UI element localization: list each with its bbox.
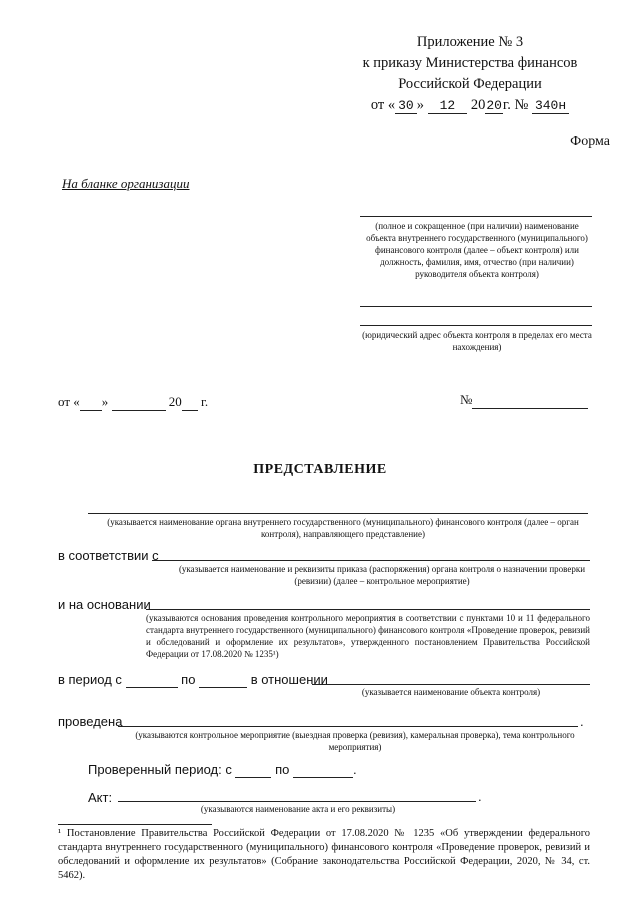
org-name-line: [88, 513, 588, 514]
act-label: Акт:: [88, 790, 113, 805]
period-to-label: по: [181, 672, 196, 687]
appendix-day: 30: [395, 98, 417, 114]
appendix-line-1: Приложение № 3: [416, 34, 524, 50]
appendix-year-prefix: 20: [470, 97, 486, 113]
appendix-number: 340н: [532, 98, 569, 114]
appendix-year-suffix: 20: [486, 98, 502, 113]
act-dot: .: [478, 789, 482, 804]
number-sign: №: [460, 392, 473, 407]
org-name-caption: (указывается наименование органа внутреннего государственного (муниципального) финансового контроля (далее – орган контроля), направляющего представление): [107, 517, 579, 539]
recipient-address-caption: (юридический адрес объекта контроля в пределах его места нахождения): [362, 330, 592, 352]
doc-date-close: »: [101, 394, 109, 409]
conducted-line: [118, 726, 578, 727]
recipient-name-line: [360, 216, 592, 217]
checked-from-field: [235, 762, 271, 778]
doc-date-line: [58, 394, 208, 411]
period-regarding-label: в отношении: [250, 672, 328, 687]
footnote-text: Постановление Правительства Российской Федерации от 17.08.2020 № 1235 «Об утверждении федерального стандарта внутреннего государственного (муниципального) финансового контроля «Проведение проверок, ревизий и обследований и оформление их результатов» (Собрание законодательства Российской Федерации, 2020, № 34, ст. 5462).: [58, 828, 590, 881]
doc-century: 20: [168, 394, 182, 409]
appendix-line-3: Российской Федерации: [398, 76, 542, 92]
appendix-month: 12: [428, 98, 468, 114]
object-name-line: [312, 684, 590, 685]
act-caption: (указываются наименование акта и его реквизиты): [200, 804, 396, 814]
conducted-caption: (указываются контрольное мероприятие (выездная проверка (ревизия), камеральная проверка), тема контрольного мероприятия): [135, 730, 575, 752]
checked-period-line: [88, 762, 357, 778]
appendix-line-2: к приказу Министерства финансов: [362, 55, 578, 71]
doc-year-suffix: г.: [201, 394, 209, 409]
form-label: Форма: [570, 134, 610, 149]
appendix-quote-close: »: [416, 97, 424, 113]
basis-label: и на основании: [58, 597, 151, 612]
checked-period-label: Проверенный период: с: [88, 762, 232, 777]
letterhead-note: На бланке организации: [62, 176, 190, 191]
object-name-caption: (указывается наименование объекта контроля): [361, 687, 541, 697]
accordance-label: в соответствии с: [58, 548, 159, 563]
recipient-name-caption: (полное и сокращенное (при наличии) наименование объекта внутреннего государственного (муниципального) финансового контроля (далее – объект контроля) или должность, фамилия, имя, отчество (при наличии) руководителя объекта контроля): [366, 221, 588, 279]
footnote-separator: [58, 824, 212, 825]
appendix-year-g: г. №: [502, 97, 529, 113]
conducted-label: проведена: [58, 714, 123, 729]
period-from-label: в период с: [58, 672, 122, 687]
doc-month-field: [112, 394, 166, 411]
checked-to-field: [293, 762, 353, 778]
appendix-block: [330, 32, 610, 116]
basis-line: [146, 609, 590, 610]
doc-date-prefix: от «: [58, 394, 80, 409]
footnote: [58, 827, 590, 883]
doc-year-field: [182, 394, 198, 411]
doc-number-line: [460, 392, 588, 409]
checked-dot: .: [353, 762, 357, 777]
recipient-extra-line: [360, 306, 592, 307]
period-from-field: [126, 672, 178, 688]
document-title: ПРЕДСТАВЛЕНИЕ: [253, 462, 387, 477]
accordance-caption: (указывается наименование и реквизиты приказа (распоряжения) органа контроля о назначении проверки (ревизии) (далее – контрольное мероприятие): [178, 564, 586, 586]
doc-number-field: [472, 392, 588, 409]
act-line: [118, 801, 476, 802]
recipient-address-line: [360, 325, 592, 326]
appendix-date-prefix: от «: [370, 97, 396, 113]
period-line: [58, 672, 328, 688]
doc-day-field: [80, 394, 102, 411]
basis-caption: (указываются основания проведения контрольного мероприятия в соответствии с пунктами 10 и 11 федерального стандарта внутреннего государственного (муниципального) финансового контроля «Проведение проверок, ревизий и обследований и оформление их результатов», утвержденного постановлением Правительства Российской Федерации от 17.08.2020 № 1235¹): [146, 613, 590, 659]
checked-to-label: по: [275, 762, 290, 777]
conducted-dot: .: [580, 714, 584, 729]
appendix-date-line: [330, 95, 610, 116]
period-to-field: [199, 672, 247, 688]
accordance-line: [152, 560, 590, 561]
footnote-mark: ¹: [58, 828, 62, 839]
